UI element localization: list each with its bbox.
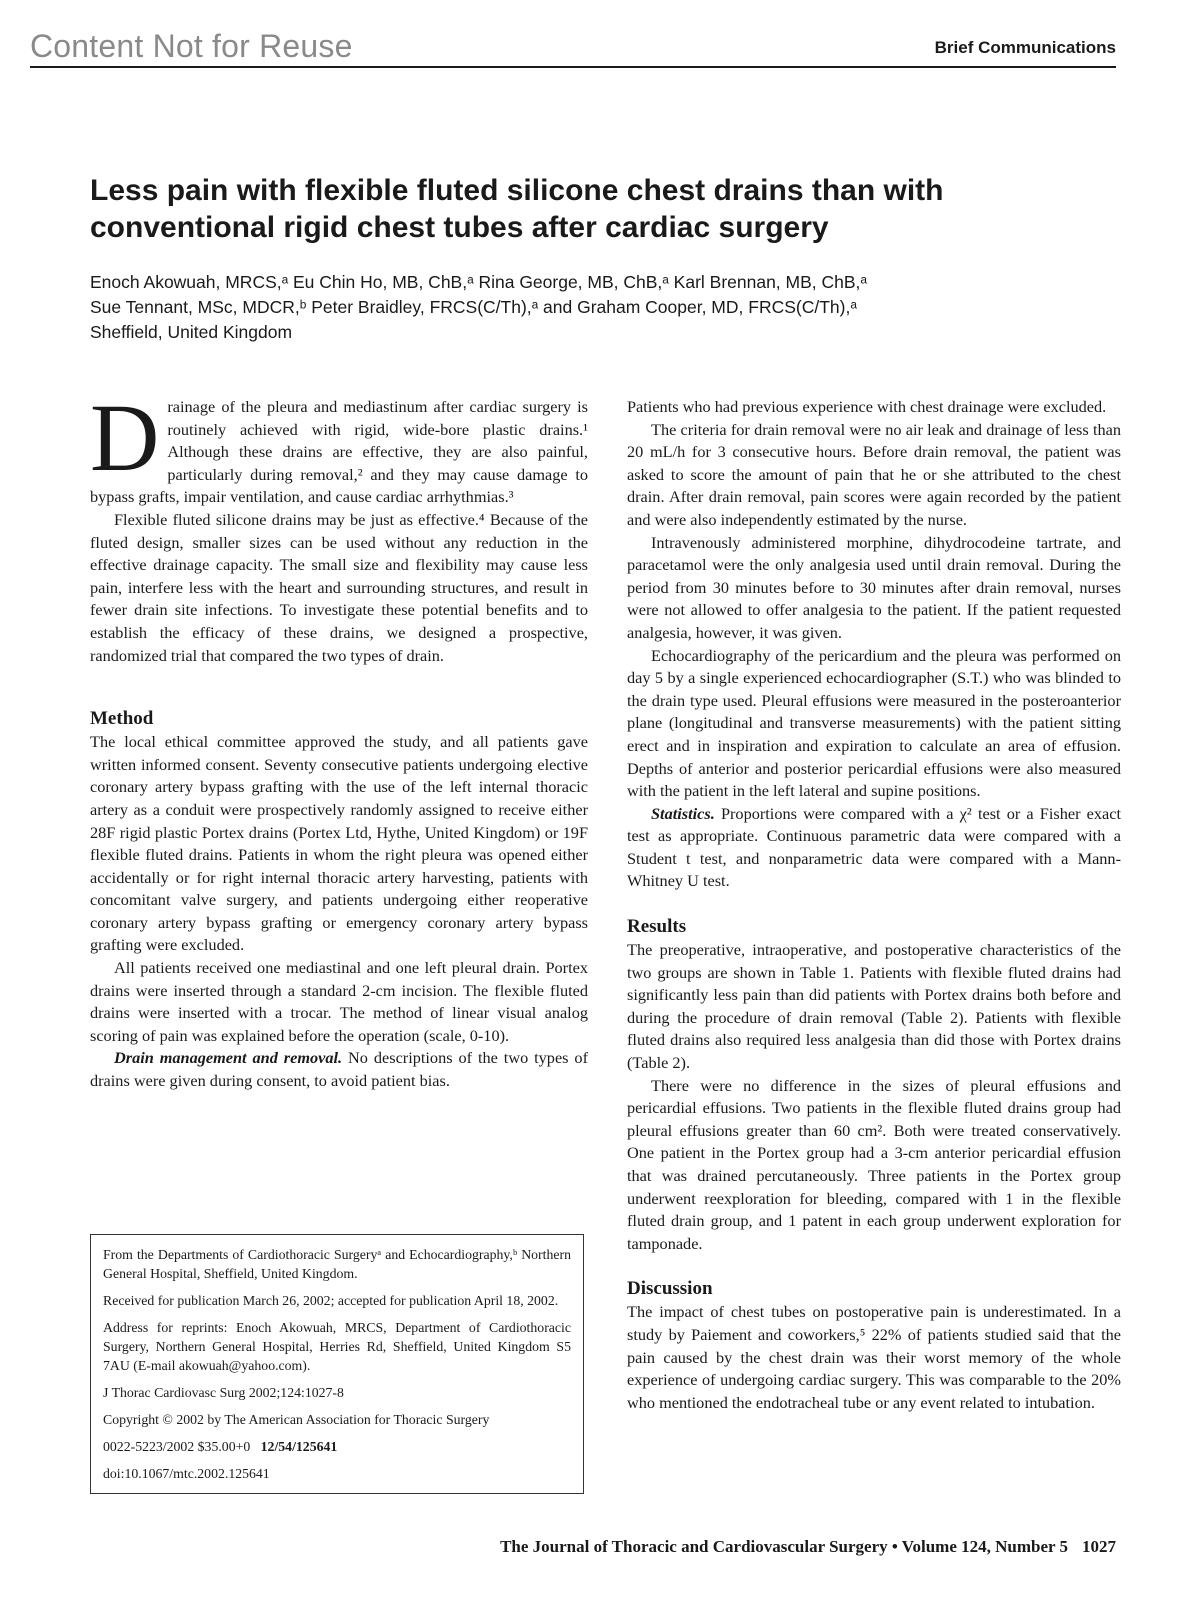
watermark: Content Not for Reuse: [30, 28, 353, 64]
author-line-1: Enoch Akowuah, MRCS,ᵃ Eu Chin Ho, MB, ChB,ᵃ Rina George, MB, ChB,ᵃ Karl Brennan, MB, ChB,ᵃ: [90, 272, 867, 292]
intro-paragraph-1-text: rainage of the pleura and mediastinum after cardiac surgery is routinely achieved with rigid, wide-bore plastic drains.¹ Although these drains are effective, they are also painful, particularly during removal,² and they may cause damage to bypass grafts, impair ventilation, and cause cardiac arrhythmias.³: [90, 397, 588, 507]
reprint-address: Address for reprints: Enoch Akowuah, MRCS, Department of Cardiothoracic Surgery, Northern General Hospital, Herries Rd, Sheffield, United Kingdom S5 7AU (E-mail akowuah@yahoo.com).: [103, 1320, 571, 1373]
discussion-paragraph-1: The impact of chest tubes on postoperative pain is underestimated. In a study by Paiement and coworkers,⁵ 22% of patients studied said that the pain caused by the chest drain was their worst memory of the whole experience of undergoing cardiac surgery. This was comparable to the 20% who mentioned the endotracheal tube or any event related to intubation.: [627, 1302, 1121, 1412]
page-footer: [500, 1537, 1116, 1557]
statistics-paragraph: [627, 803, 1121, 893]
drain-removal-criteria-paragraph: The criteria for drain removal were no air leak and drainage of less than 20 mL/h for 3 consecutive hours. Before drain removal, the patient was asked to score the amount of pain that he or she attributed to the chest drain. After drain removal, pain scores were again recorded by the patient and were also independently estimated by the nurse.: [627, 419, 1121, 529]
method-continued-paragraph: Patients who had previous experience with chest drainage were excluded.: [627, 397, 1107, 416]
right-column: [627, 396, 1121, 1414]
left-column: [90, 384, 588, 1093]
method-paragraph-3-text: No descriptions of the two types of drains were given during consent, to avoid patient bias.: [90, 1048, 588, 1091]
statistics-text: Proportions were compared with a χ² test or a Fisher exact test as appropriate. Continuous parametric data were compared with a Student t test, and nonparametric data were compared with a Mann-Whitney U test.: [627, 803, 1121, 891]
page-number: 1027: [1082, 1537, 1116, 1556]
method-paragraph-2: All patients received one mediastinal and one left pleural drain. Portex drains were inserted through a standard 2-cm incision. The flexible fluted drains were inserted with a trocar. The method of linear visual analog scoring of pain was explained before the operation (scale, 0-10).: [90, 958, 588, 1045]
method-paragraph-3: [90, 1047, 588, 1092]
author-line-2: Sue Tennant, MSc, MDCR,ᵇ Peter Braidley, FRCS(C/Th),ᵃ and Graham Cooper, MD, FRCS(C/Th),ᵃ: [90, 297, 857, 317]
analgesia-paragraph: Intravenously administered morphine, dihydrocodeine tartrate, and paracetamol were the only analgesia used until drain removal. During the period from 30 minutes before to 30 minutes after drain removal, nurses were not allowed to offer analgesia to the patient. If the patient requested analgesia, however, it was given.: [627, 532, 1121, 642]
discussion-heading: Discussion: [627, 1278, 713, 1300]
intro-paragraph-1: [90, 384, 588, 509]
issn: 0022-5223/2002 $35.00+0: [103, 1439, 251, 1454]
article-title: Less pain with flexible fluted silicone chest drains than with conventional rigid chest tubes after cardiac surgery: [90, 174, 944, 244]
header-rule: [30, 66, 1116, 68]
echocardiography-paragraph: Echocardiography of the pericardium and the pleura was performed on day 5 by a single experienced echocardiographer (S.T.) who was blinded to the drain type used. Pleural effusions were measured in the posteroanterior plane (longitudinal and transverse measurements) with the patient sitting erect and in inspiration and expiration to calculate an area of effusion. Depths of anterior and posterior pericardial effusions were also measured with the patient in the left lateral and supine positions.: [627, 645, 1121, 801]
results-heading: Results: [627, 916, 687, 938]
journal-citation: J Thorac Cardiovasc Surg 2002;124:1027-8: [103, 1385, 344, 1400]
method-paragraph-1: The local ethical committee approved the study, and all patients gave written informed consent. Seventy consecutive patients undergoing elective coronary artery bypass grafting with the use of the left internal thoracic artery as a conduit were prospectively randomly assigned to receive either 28F rigid plastic Portex drains (Portex Ltd, Hythe, United Kingdom) or 19F flexible fluted drains. Patients in whom the right pleura was opened either accidentally or for right internal thoracic artery harvesting, patients with concomitant valve surgery, and patients undergoing either reoperative coronary artery bypass grafting or emergency coronary artery bypass grafting were excluded.: [90, 732, 588, 955]
doi: doi:10.1067/mtc.2002.125641: [103, 1466, 270, 1481]
drop-cap: D: [90, 384, 160, 491]
affiliation-note: From the Departments of Cardiothoracic Surgeryᵃ and Echocardiography,ᵇ Northern General Hospital, Sheffield, United Kingdom.: [103, 1247, 571, 1281]
drain-management-runin: Drain management and removal.: [114, 1048, 343, 1068]
author-list: [90, 270, 990, 345]
issn-line: [103, 1437, 571, 1456]
author-location: Sheffield, United Kingdom: [90, 322, 293, 342]
results-paragraph-1: The preoperative, intraoperative, and postoperative characteristics of the two groups are shown in Table 1. Patients with flexible fluted drains had significantly less pain than did patients with Portex drains both before and during the procedure of drain removal (Table 2). Patients with flexible fluted drains also required less analgesia than did those with Portex drains (Table 2).: [627, 940, 1121, 1073]
method-heading: Method: [90, 708, 154, 730]
results-paragraph-2: There were no difference in the sizes of pleural effusions and pericardial effusions. Two patients in the flexible fluted drains group had pleural effusions greater than 60 cm². Both were treated conservatively. One patient in the Portex group had a 3-cm anterior pericardial effusion that was drained percutaneously. Three patients in the Portex group underwent reexploration for bleeding, compared with 1 in the flexible fluted drain group, and 1 patent in each group underwent exploration for tamponade.: [627, 1075, 1121, 1253]
copyright-note: Copyright © 2002 by The American Association for Thoracic Surgery: [103, 1412, 490, 1427]
journal-running-footer: The Journal of Thoracic and Cardiovascular Surgery • Volume 124, Number 5: [500, 1537, 1068, 1556]
intro-paragraph-2: Flexible fluted silicone drains may be just as effective.⁴ Because of the fluted design, smaller sizes can be used without any reduction in the effective drainage capacity. The small size and flexibility may cause less pain, interfere less with the heart and surrounding structures, and result in fewer drain site infections. To investigate these potential benefits and to establish the efficacy of these drains, we designed a prospective, randomized trial that compared the two types of drain.: [90, 509, 588, 665]
article-info-box: [90, 1234, 584, 1494]
issn-code: 12/54/125641: [260, 1439, 338, 1454]
section-label: Brief Communications: [934, 38, 1116, 57]
statistics-runin: Statistics.: [651, 803, 715, 823]
received-note: Received for publication March 26, 2002; accepted for publication April 18, 2002.: [103, 1293, 559, 1308]
